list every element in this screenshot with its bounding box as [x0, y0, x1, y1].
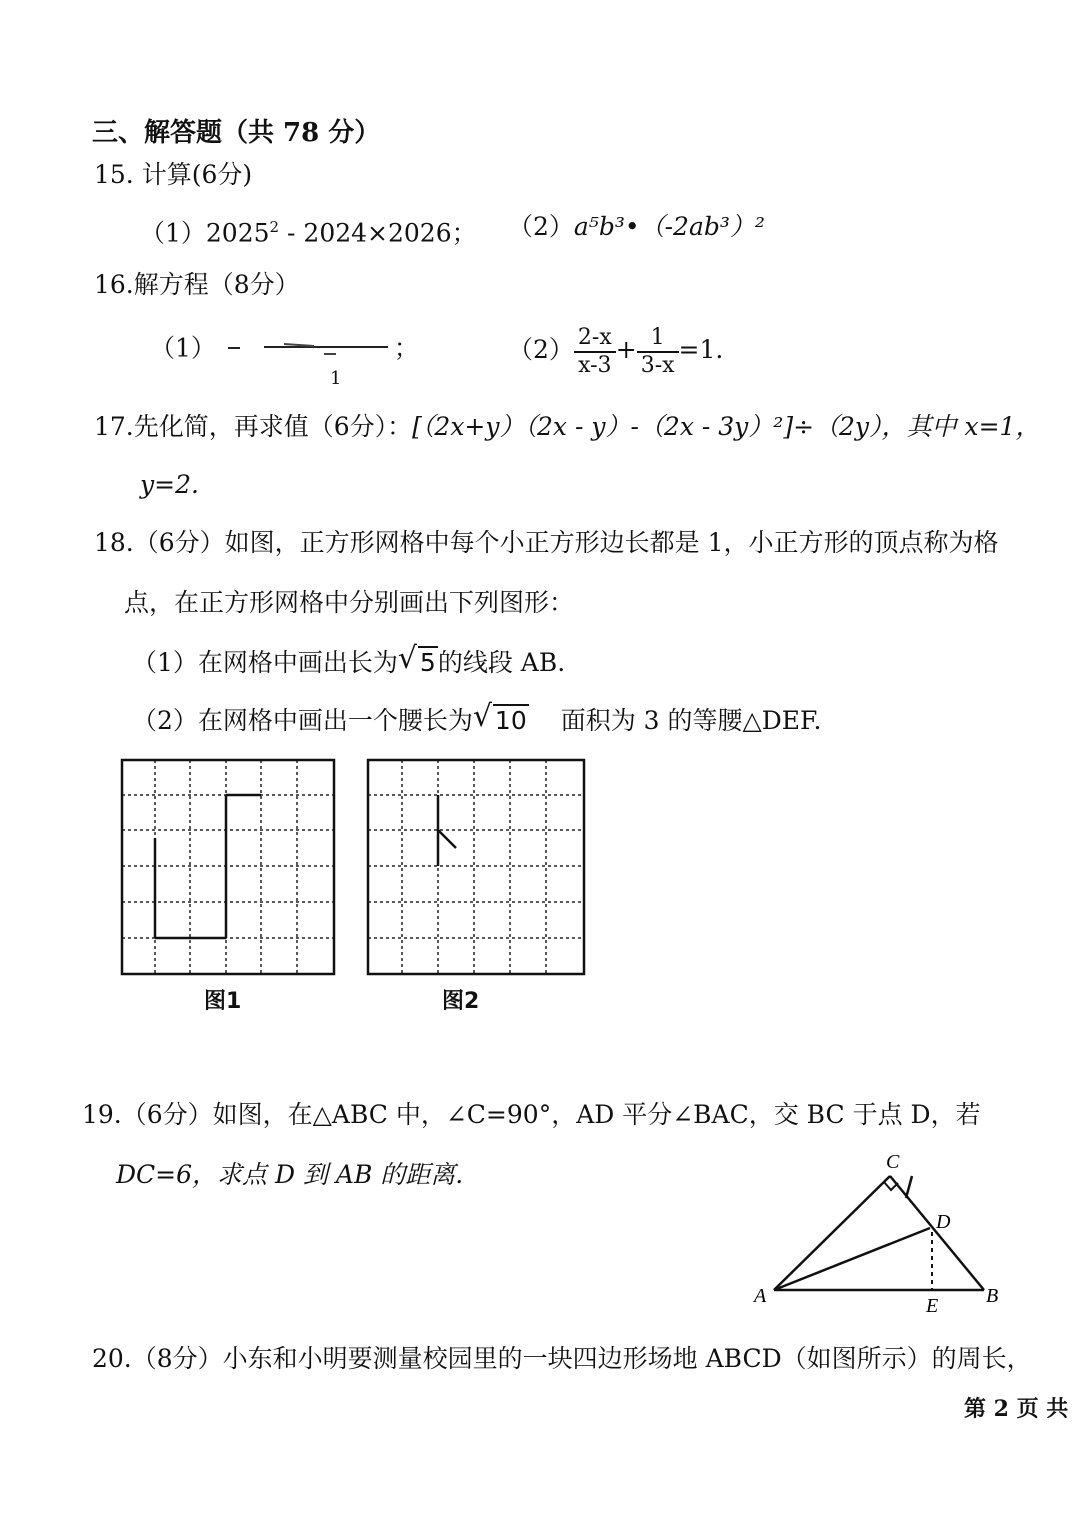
q18-p1-sqrt-value: 5	[419, 648, 436, 677]
q18-part1	[132, 641, 566, 680]
q15-p1-base: 2025	[205, 218, 270, 248]
q18-label: 18.（6分）如图，正方形网格中每个小正方形边长都是 1，小正方形的顶点称为格	[94, 528, 999, 557]
q16-p2-den1: x-3	[578, 352, 612, 378]
q15-label: 15. 计算(6分)	[94, 160, 253, 189]
q15-part2	[508, 210, 765, 244]
q16-p1-smudged-fraction	[224, 330, 394, 370]
q16-p2-frac1	[574, 325, 616, 379]
q19-line2: DC=6，求点 D 到 AB 的距离.	[116, 1160, 464, 1189]
q16-p2-num1: 2-x	[574, 325, 616, 353]
figure-1-grid	[120, 758, 336, 980]
q16-p2-frac2	[637, 325, 679, 379]
q17-line1	[94, 410, 1040, 444]
radical-icon: √	[397, 641, 418, 676]
q18-p2-sqrt-value: 10	[494, 706, 527, 735]
q18-p2-b: 面积为 3 的等腰△DEF.	[560, 706, 822, 735]
section-title: 三、解答题（共 78 分）	[92, 118, 381, 148]
q15-p1-rest: - 2024×2026；	[279, 218, 477, 248]
q19-label: 19.（6分）如图，在△ABC 中，∠C=90°，AD 平分∠BAC，交 BC 于点 D，若	[82, 1100, 981, 1129]
figure-1-caption: 图1	[204, 989, 242, 1014]
q20-label: 20.（8分）小东和小明要测量校园里的一块四边形场地 ABCD（如图所示）的周长，	[92, 1344, 1032, 1373]
q16-p2-den2: 3-x	[640, 352, 675, 378]
q16-part2	[508, 322, 723, 379]
q17-line2: y=2.	[140, 470, 199, 499]
q15-p2-label: （2）	[508, 212, 574, 241]
radical-icon: √	[472, 699, 493, 734]
point-d: D	[936, 1211, 951, 1233]
figure-2-caption: 图2	[442, 989, 480, 1014]
q18-p2-sqrt	[472, 699, 529, 738]
q18-line2: 点，在正方形网格中分别画出下列图形：	[124, 588, 575, 617]
q16-p2-rhs: =1.	[678, 335, 724, 364]
q15-p2-expr: a⁵b³•（-2ab³）²	[573, 212, 765, 241]
q17-label: 17.先化简，再求值（6分）：	[94, 412, 413, 441]
q18-p1-sqrt	[397, 641, 438, 680]
q18-part2	[132, 699, 822, 738]
q15-p1-sup: 2	[269, 218, 280, 236]
q17-expr: [（2x+y）（2x - y）-（2x - 3y）²]÷（2y），其中 x=1，	[412, 412, 1041, 441]
q18-p1-b: 的线段 AB.	[437, 648, 566, 677]
figure-2-grid	[366, 758, 586, 980]
q16-p1-tail: ；	[393, 333, 419, 363]
page-footer: 第 2 页 共	[964, 1396, 1069, 1422]
q16-p1-label: （1）	[150, 333, 216, 363]
grid-1-svg	[120, 758, 336, 976]
grid-2-svg	[366, 758, 586, 976]
q16-part1	[150, 330, 419, 370]
q16-label: 16.解方程（8分）	[94, 270, 300, 299]
q15-part1	[140, 210, 477, 250]
q18-p1-a: （1）在网格中画出长为	[132, 648, 398, 677]
q16-p2-num2: 1	[637, 325, 679, 353]
q16-p2-plus: +	[615, 335, 637, 364]
q18-p2-a: （2）在网格中画出一个腰长为	[132, 706, 473, 735]
point-e: E	[926, 1295, 939, 1317]
q15-p1-label: （1）	[140, 218, 206, 248]
triangle-figure	[748, 1148, 1008, 1318]
q16-p2-label: （2）	[508, 335, 574, 364]
point-a: A	[754, 1285, 767, 1307]
point-b: B	[986, 1285, 999, 1307]
q16-p1-subscript: 1	[330, 368, 342, 389]
point-c: C	[886, 1151, 900, 1173]
